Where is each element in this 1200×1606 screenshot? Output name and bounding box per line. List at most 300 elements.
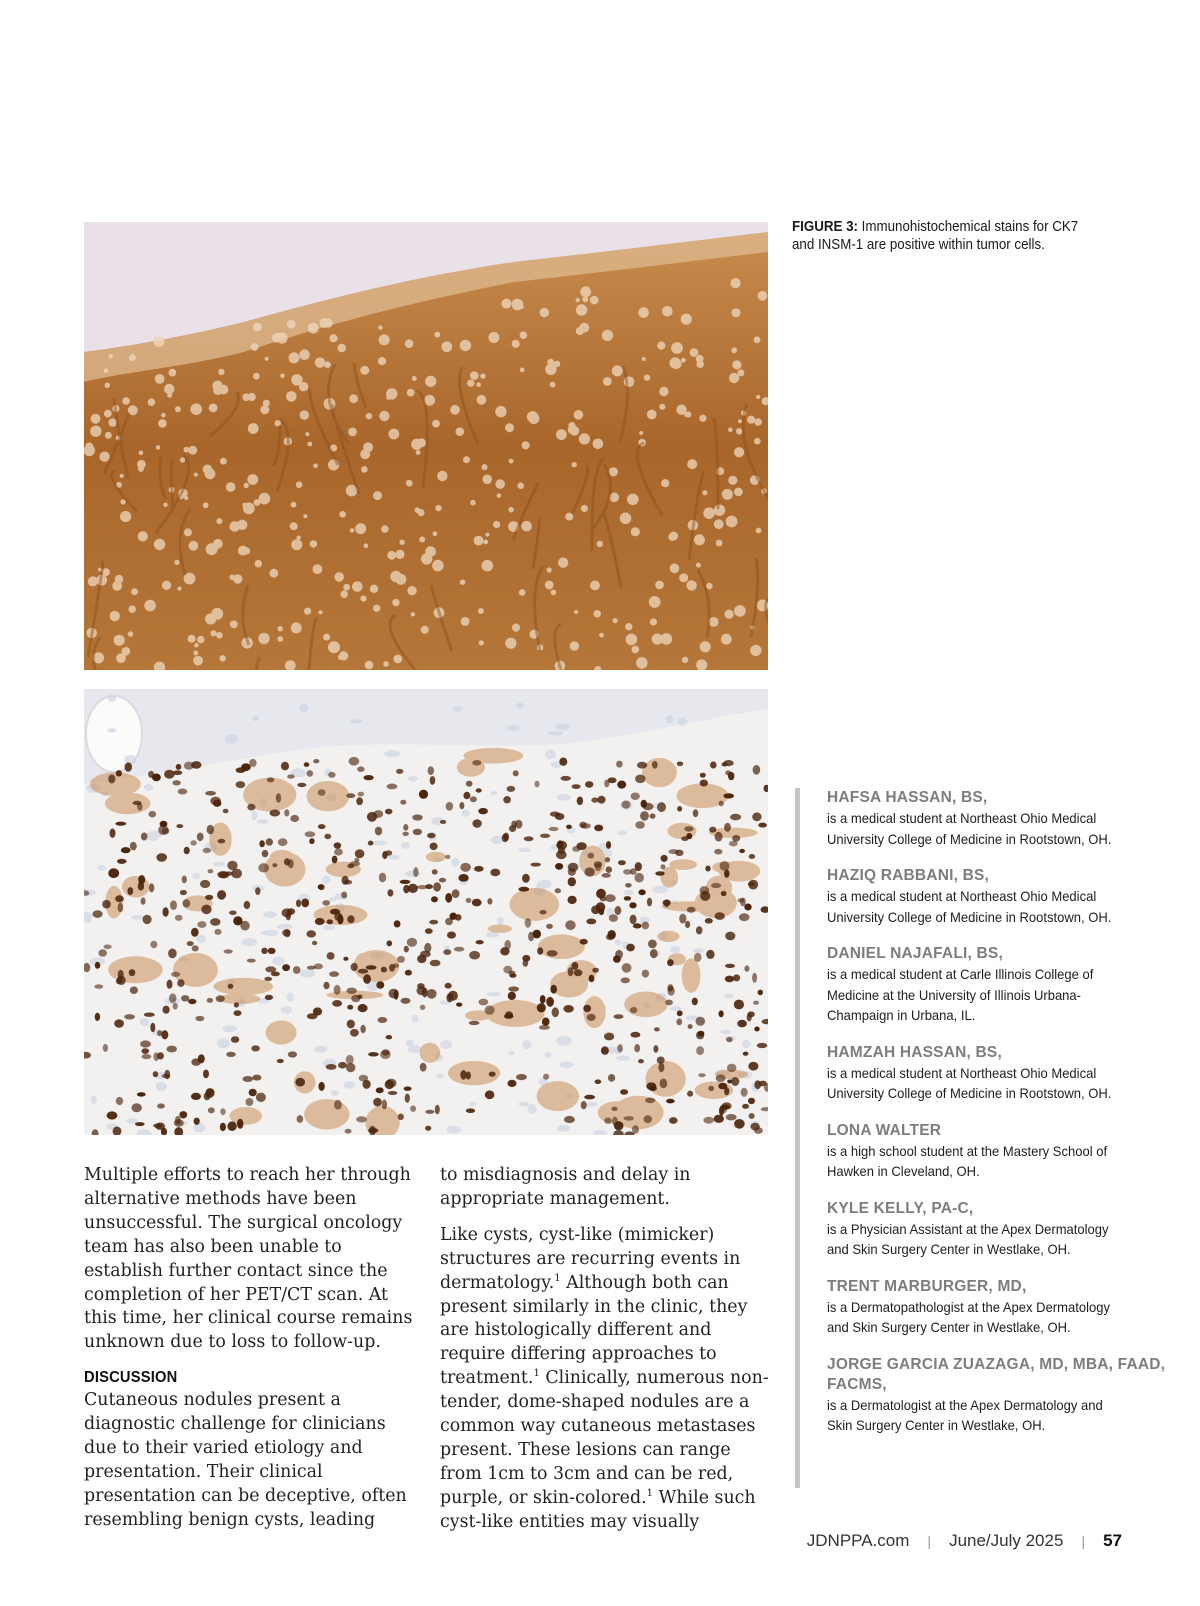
texture-mark xyxy=(557,1125,570,1132)
texture-mark xyxy=(174,1119,184,1126)
texture-mark xyxy=(706,950,714,959)
texture-mark xyxy=(576,842,586,850)
texture-mark xyxy=(533,930,541,939)
texture-mark xyxy=(737,1020,747,1028)
texture-mark xyxy=(734,1119,745,1129)
texture-mark xyxy=(343,584,350,591)
texture-mark xyxy=(749,854,755,859)
texture-mark xyxy=(472,819,481,828)
texture-mark xyxy=(135,1122,145,1126)
texture-mark xyxy=(331,1090,339,1096)
texture-mark xyxy=(138,882,144,891)
texture-mark xyxy=(91,414,101,424)
texture-mark xyxy=(412,1015,419,1023)
texture-mark xyxy=(547,567,552,572)
texture-mark xyxy=(126,1118,138,1123)
texture-mark xyxy=(168,949,177,959)
texture-mark xyxy=(216,632,223,639)
body-column-left xyxy=(84,1164,414,1545)
texture-mark xyxy=(671,359,681,369)
texture-mark xyxy=(677,1010,683,1016)
texture-mark xyxy=(630,915,637,925)
texture-mark xyxy=(218,839,226,844)
texture-mark xyxy=(597,541,603,547)
insm1-stain-micrograph xyxy=(84,689,768,1135)
texture-mark xyxy=(754,438,761,445)
texture-mark xyxy=(110,829,116,838)
texture-mark xyxy=(604,1033,614,1041)
texture-mark xyxy=(122,397,130,405)
texture-mark xyxy=(660,1079,668,1089)
texture-mark xyxy=(464,748,524,764)
texture-mark xyxy=(731,278,741,288)
body-paragraph: Cutaneous nodules present a diagnostic challenge for clinicians due to their varied etiology and presentation. Their clinical presentation can be deceptive, often resembling benign cysts, leading xyxy=(84,1390,407,1530)
texture-mark xyxy=(175,406,181,412)
texture-mark xyxy=(180,890,187,895)
texture-mark xyxy=(642,970,649,978)
texture-mark xyxy=(572,784,581,789)
texture-mark xyxy=(642,922,649,930)
texture-mark xyxy=(684,412,689,417)
texture-mark xyxy=(509,825,516,832)
texture-mark xyxy=(725,610,734,619)
texture-mark xyxy=(428,766,434,775)
texture-mark xyxy=(543,1074,549,1080)
texture-mark xyxy=(312,941,317,946)
texture-mark xyxy=(603,377,612,386)
texture-mark xyxy=(177,587,181,591)
texture-mark xyxy=(247,959,256,963)
texture-mark xyxy=(214,929,221,935)
texture-mark xyxy=(509,459,514,464)
texture-mark xyxy=(190,840,196,845)
texture-mark xyxy=(163,907,169,916)
texture-mark xyxy=(550,382,556,388)
texture-mark xyxy=(400,880,411,884)
texture-mark xyxy=(318,1082,324,1091)
texture-mark xyxy=(153,1071,158,1077)
texture-mark xyxy=(605,894,616,902)
texture-mark xyxy=(243,1076,254,1082)
texture-mark xyxy=(184,528,192,536)
texture-mark xyxy=(205,468,216,479)
texture-mark xyxy=(347,864,354,868)
author-bio: is a Dermatologist at the Apex Dermatology and Skin Surgery Center in Westlake, OH. xyxy=(827,1396,1103,1433)
texture-mark xyxy=(715,912,725,920)
texture-mark xyxy=(144,1013,155,1017)
texture-mark xyxy=(731,1077,739,1086)
texture-mark xyxy=(666,715,673,724)
footer-site: JDNPPA.com xyxy=(806,1531,910,1550)
texture-mark xyxy=(288,1051,297,1057)
texture-mark xyxy=(703,507,715,519)
texture-mark xyxy=(149,883,154,892)
texture-mark xyxy=(220,1123,226,1131)
texture-mark xyxy=(363,974,371,984)
texture-mark xyxy=(586,1102,598,1107)
texture-mark xyxy=(347,915,354,923)
texture-mark xyxy=(173,1003,178,1010)
texture-mark xyxy=(601,1046,609,1054)
texture-mark xyxy=(631,793,640,800)
texture-mark xyxy=(188,999,196,1004)
texture-mark xyxy=(307,770,314,777)
texture-mark xyxy=(233,916,242,925)
texture-mark xyxy=(153,336,164,347)
texture-mark xyxy=(548,731,563,735)
texture-mark xyxy=(648,940,657,949)
texture-mark xyxy=(549,827,559,831)
texture-mark xyxy=(557,794,571,801)
texture-mark xyxy=(557,840,563,848)
texture-mark xyxy=(719,1010,724,1017)
texture-mark xyxy=(141,897,146,904)
texture-mark xyxy=(276,793,281,803)
texture-mark xyxy=(330,909,340,915)
texture-mark xyxy=(376,1087,384,1093)
author-bio: is a medical student at Carle Illinois College of Medicine at the University of Illinois Urbana-Champaign in Urbana, IL. xyxy=(827,966,1094,1023)
texture-mark xyxy=(281,1006,292,1013)
texture-mark xyxy=(182,876,187,884)
texture-mark xyxy=(566,825,572,829)
texture-mark xyxy=(522,441,530,449)
texture-mark xyxy=(478,608,484,614)
texture-mark xyxy=(570,426,580,436)
texture-mark xyxy=(320,318,330,328)
texture-mark xyxy=(332,856,338,864)
texture-mark xyxy=(386,388,397,399)
figure-label: FIGURE 3: xyxy=(792,219,858,235)
texture-mark xyxy=(173,770,182,775)
texture-mark xyxy=(469,951,480,960)
texture-mark xyxy=(265,966,276,972)
texture-mark xyxy=(310,540,317,547)
texture-mark xyxy=(476,788,482,792)
texture-mark xyxy=(272,956,284,965)
texture-mark xyxy=(476,382,481,387)
texture-mark xyxy=(581,505,588,512)
texture-mark xyxy=(721,634,732,645)
texture-mark xyxy=(606,841,611,849)
texture-mark xyxy=(491,791,497,795)
texture-mark xyxy=(670,564,680,574)
texture-mark xyxy=(696,926,703,934)
texture-mark xyxy=(323,634,330,641)
texture-mark xyxy=(657,931,679,942)
author-bio: is a Physician Assistant at the Apex Dermatology and Skin Surgery Center in Westlake, OH. xyxy=(827,1220,1109,1257)
texture-mark xyxy=(460,340,471,351)
texture-mark xyxy=(154,1052,159,1061)
texture-mark xyxy=(482,475,492,485)
texture-mark xyxy=(291,622,302,633)
texture-mark xyxy=(287,320,296,329)
texture-mark xyxy=(593,610,601,618)
texture-mark xyxy=(287,993,294,1002)
body-paragraph: to misdiagnosis and delay in appropriate management. xyxy=(440,1165,691,1209)
texture-mark xyxy=(547,359,554,366)
texture-mark xyxy=(624,896,631,901)
texture-mark xyxy=(108,775,115,784)
texture-mark xyxy=(636,657,648,669)
texture-mark xyxy=(373,491,382,500)
texture-mark xyxy=(264,977,272,981)
texture-mark xyxy=(667,959,674,966)
texture-mark xyxy=(385,850,392,856)
texture-mark xyxy=(693,948,704,953)
texture-mark xyxy=(300,969,315,977)
texture-mark xyxy=(519,848,531,852)
texture-mark xyxy=(328,641,340,653)
texture-mark xyxy=(327,919,333,924)
texture-mark xyxy=(344,880,352,885)
texture-mark xyxy=(304,608,311,615)
texture-mark xyxy=(192,945,199,951)
texture-mark xyxy=(290,815,299,822)
texture-mark xyxy=(112,581,122,591)
texture-mark xyxy=(388,750,396,755)
texture-mark xyxy=(716,540,723,547)
texture-mark xyxy=(318,789,326,796)
texture-mark xyxy=(138,531,148,541)
texture-mark xyxy=(657,342,665,350)
texture-mark xyxy=(234,1010,242,1016)
texture-mark xyxy=(114,1019,124,1028)
texture-mark xyxy=(403,832,409,836)
texture-mark xyxy=(304,1099,349,1129)
texture-mark xyxy=(485,1005,495,1014)
texture-mark xyxy=(725,964,735,968)
texture-mark xyxy=(437,1074,444,1079)
texture-mark xyxy=(668,533,676,541)
texture-mark xyxy=(257,819,268,824)
texture-mark xyxy=(540,910,547,914)
author-name: HAZIQ RABBANI, BS, xyxy=(827,867,990,884)
texture-mark xyxy=(421,626,429,634)
texture-mark xyxy=(591,905,600,914)
texture-mark xyxy=(351,963,358,971)
texture-mark xyxy=(624,1116,634,1121)
texture-mark xyxy=(737,369,744,376)
texture-mark xyxy=(644,1115,653,1123)
texture-mark xyxy=(507,786,516,792)
texture-mark xyxy=(207,825,214,835)
texture-mark xyxy=(296,481,303,488)
texture-mark xyxy=(259,840,265,847)
texture-mark xyxy=(256,1093,266,1102)
texture-mark xyxy=(489,1072,496,1077)
texture-mark xyxy=(118,903,124,913)
texture-mark xyxy=(403,824,408,831)
texture-mark xyxy=(564,1116,575,1123)
texture-mark xyxy=(638,889,645,895)
texture-mark xyxy=(132,1103,142,1112)
texture-mark xyxy=(528,413,539,424)
texture-mark xyxy=(638,307,649,318)
texture-mark xyxy=(313,564,323,574)
texture-mark xyxy=(140,1040,151,1047)
texture-mark xyxy=(129,969,136,976)
texture-mark xyxy=(88,577,97,586)
texture-mark xyxy=(446,1126,461,1134)
texture-mark xyxy=(525,918,532,928)
texture-mark xyxy=(501,299,511,309)
texture-mark xyxy=(726,1114,737,1120)
texture-mark xyxy=(657,1057,665,1064)
texture-mark xyxy=(148,398,156,406)
footer-separator: | xyxy=(927,1533,932,1549)
texture-mark xyxy=(91,1096,97,1104)
texture-mark xyxy=(261,948,267,954)
texture-mark xyxy=(108,354,113,359)
texture-mark xyxy=(512,299,524,311)
texture-mark xyxy=(372,841,387,846)
texture-mark xyxy=(425,1110,434,1114)
texture-mark xyxy=(243,503,255,515)
texture-mark xyxy=(104,410,112,418)
texture-mark xyxy=(379,873,386,883)
texture-mark xyxy=(334,1100,342,1110)
texture-mark xyxy=(315,357,325,367)
texture-mark xyxy=(739,913,750,921)
texture-mark xyxy=(305,432,309,436)
texture-mark xyxy=(389,989,399,999)
texture-mark xyxy=(744,965,749,971)
texture-mark xyxy=(94,984,103,988)
texture-mark xyxy=(105,383,110,388)
texture-mark xyxy=(117,859,127,864)
texture-mark xyxy=(537,1081,579,1111)
texture-mark xyxy=(213,862,225,867)
texture-mark xyxy=(483,540,488,545)
texture-mark xyxy=(495,479,505,489)
texture-mark xyxy=(741,1088,748,1097)
texture-mark xyxy=(590,581,600,591)
texture-mark xyxy=(370,585,378,593)
texture-mark xyxy=(445,983,452,989)
texture-mark xyxy=(509,1051,515,1056)
texture-mark xyxy=(463,456,470,463)
texture-mark xyxy=(420,1005,425,1010)
texture-mark xyxy=(425,1126,431,1131)
texture-mark xyxy=(540,308,550,318)
texture-mark xyxy=(252,716,259,721)
texture-mark xyxy=(211,608,223,620)
author-entry xyxy=(827,944,1172,1026)
texture-mark xyxy=(270,810,281,817)
texture-mark xyxy=(443,949,451,955)
texture-mark xyxy=(555,863,563,870)
texture-mark xyxy=(694,534,705,545)
texture-mark xyxy=(327,952,335,960)
texture-mark xyxy=(507,725,520,731)
texture-mark xyxy=(435,505,441,511)
texture-mark xyxy=(144,784,153,791)
texture-mark xyxy=(505,638,516,649)
texture-mark xyxy=(217,1038,230,1048)
texture-mark xyxy=(479,640,484,645)
texture-mark xyxy=(308,323,319,334)
texture-mark xyxy=(638,1059,644,1063)
texture-mark xyxy=(555,724,571,731)
texture-mark xyxy=(632,646,640,654)
texture-mark xyxy=(405,1094,410,1103)
texture-mark xyxy=(350,719,363,723)
texture-mark xyxy=(334,842,342,848)
texture-mark xyxy=(730,814,741,821)
texture-mark xyxy=(591,797,598,802)
texture-mark xyxy=(382,1100,387,1110)
texture-mark xyxy=(758,823,767,828)
texture-mark xyxy=(743,1052,749,1056)
texture-mark xyxy=(398,1114,404,1121)
texture-mark xyxy=(247,474,258,485)
texture-mark xyxy=(387,551,396,560)
texture-mark xyxy=(114,635,125,646)
texture-mark xyxy=(661,867,679,888)
texture-mark xyxy=(287,774,294,778)
texture-mark xyxy=(579,323,589,333)
texture-mark xyxy=(430,960,441,967)
texture-mark xyxy=(439,878,446,883)
texture-mark xyxy=(670,946,681,953)
texture-mark xyxy=(726,1037,733,1042)
texture-mark xyxy=(170,900,177,910)
texture-mark xyxy=(253,373,260,380)
texture-mark xyxy=(347,1020,355,1029)
texture-mark xyxy=(537,1003,546,1012)
texture-mark xyxy=(324,834,331,840)
texture-mark xyxy=(679,573,688,582)
texture-mark xyxy=(728,428,733,433)
footer-separator: | xyxy=(1081,1533,1086,1549)
texture-mark xyxy=(568,896,577,904)
texture-mark xyxy=(229,575,235,581)
author-bio: is a medical student at Northeast Ohio Medical University College of Medicine in Rootstown, OH. xyxy=(827,1064,1112,1101)
texture-mark xyxy=(224,949,233,953)
texture-mark xyxy=(470,796,477,802)
texture-mark xyxy=(622,801,631,809)
texture-mark xyxy=(143,915,152,924)
texture-mark xyxy=(635,873,644,883)
texture-mark xyxy=(425,546,436,557)
texture-mark xyxy=(574,610,578,614)
texture-mark xyxy=(470,500,476,506)
texture-mark xyxy=(727,1064,737,1072)
texture-mark xyxy=(276,332,287,343)
texture-mark xyxy=(705,866,710,872)
texture-mark xyxy=(419,790,428,799)
texture-mark xyxy=(738,419,742,423)
texture-mark xyxy=(568,868,576,876)
texture-mark xyxy=(187,941,194,946)
texture-mark xyxy=(214,978,274,995)
texture-mark xyxy=(480,373,485,378)
texture-mark xyxy=(488,332,499,343)
texture-mark xyxy=(104,369,108,373)
texture-mark xyxy=(197,833,204,842)
texture-mark xyxy=(462,810,470,817)
texture-mark xyxy=(272,863,277,867)
texture-mark xyxy=(231,869,242,879)
texture-mark xyxy=(226,482,236,492)
texture-mark xyxy=(164,770,175,779)
page-footer xyxy=(807,1531,1122,1551)
texture-mark xyxy=(392,599,399,606)
texture-mark xyxy=(358,1004,368,1012)
texture-mark xyxy=(253,323,262,332)
texture-mark xyxy=(314,1046,327,1053)
texture-mark xyxy=(299,704,308,713)
